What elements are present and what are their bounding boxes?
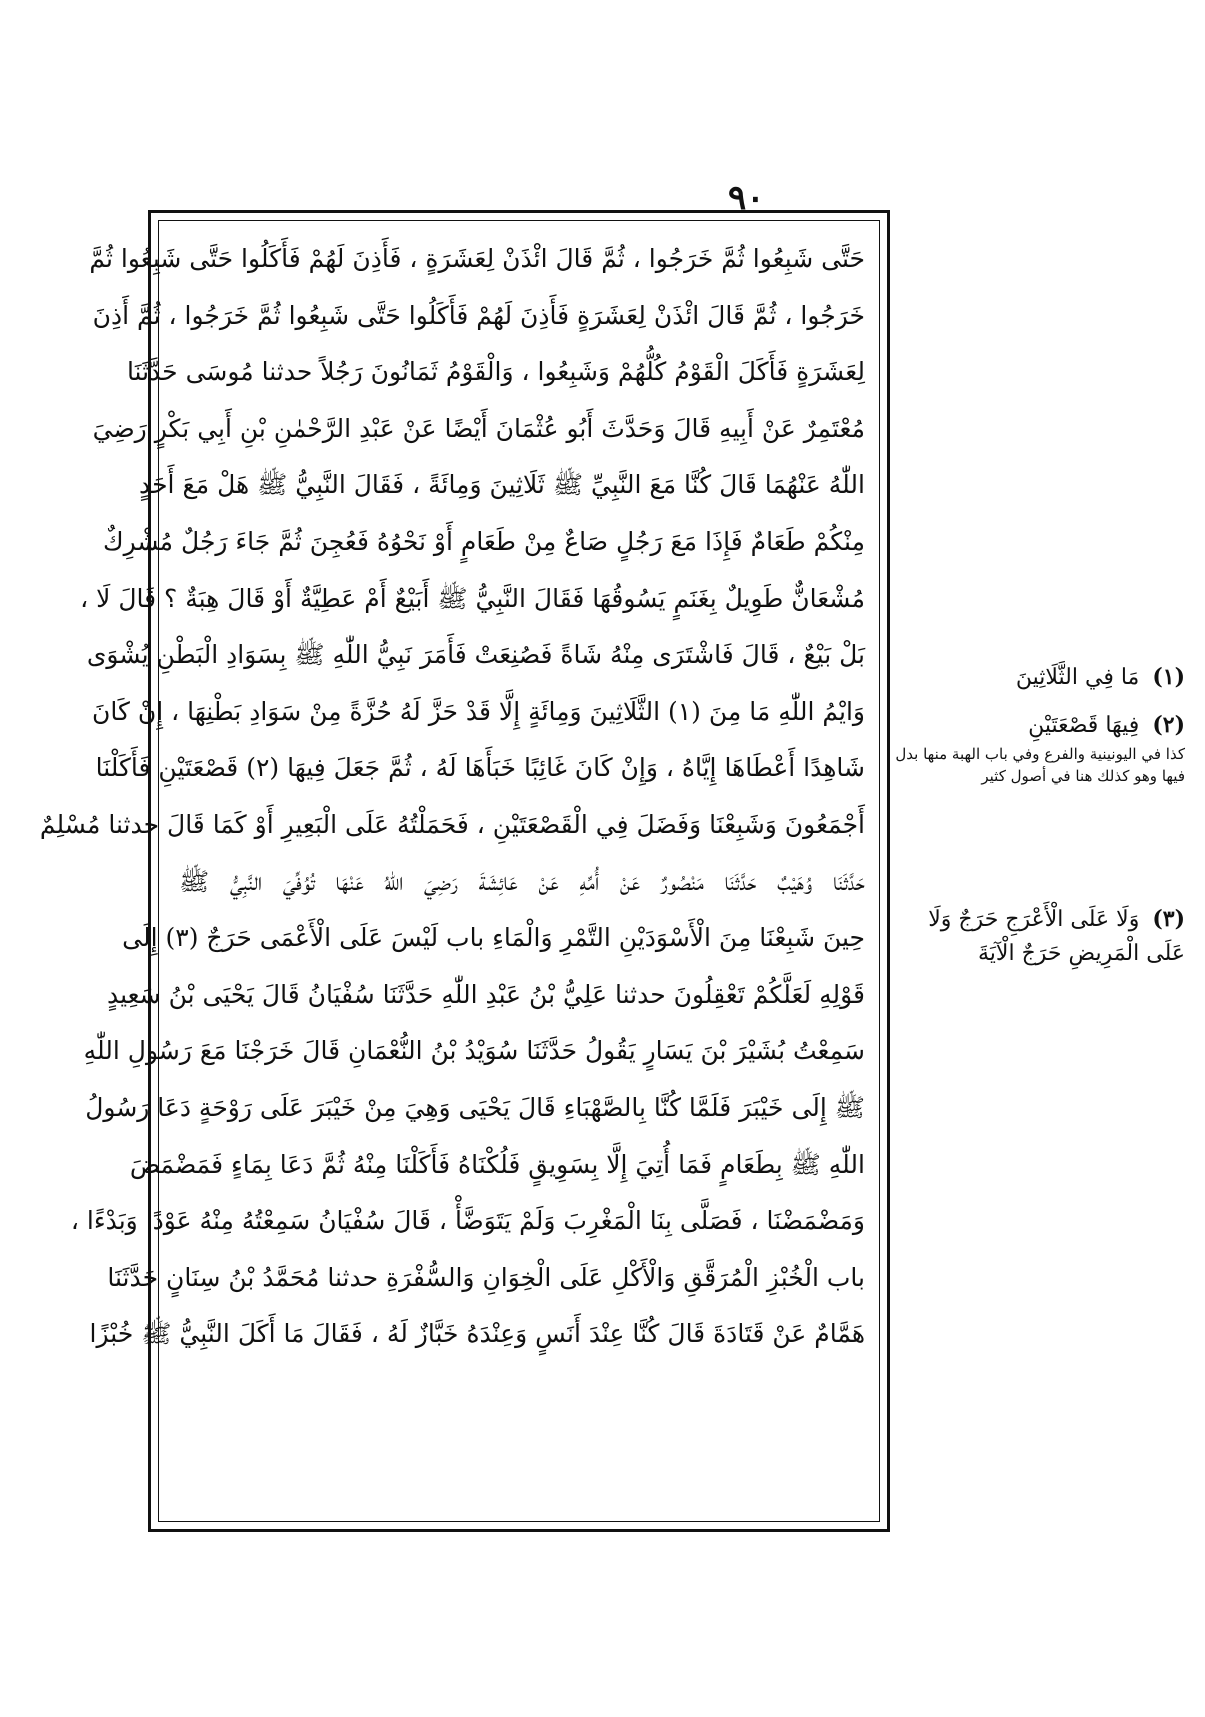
main-text-block: [39, 231, 865, 1363]
text-line: سَمِعْتُ بُشَيْرَ بْنَ يَسَارٍ يَقُولُ حَدَّثَنَا سُوَيْدُ بْنُ النُّعْمَانِ قَالَ خَرَجْنَا مَعَ رَسُولِ اللّٰهِ: [83, 1036, 865, 1066]
text-line: شَاهِدًا أَعْطَاهَا إِيَّاهُ ، وَإِنْ كَانَ غَائِبًا خَبَأَهَا لَهُ ، ثُمَّ جَعَلَ فِيهَا (٢) قَصْعَتَيْنِ فَأَكَلْنَا: [95, 753, 865, 783]
note-text: مَا فِي الثَّلَاثِينَ: [1015, 665, 1140, 690]
margin-note-1: [895, 660, 1185, 695]
text-line: باب الْخُبْزِ الْمُرَقَّقِ وَالْأَكْلِ عَلَى الْخِوَانِ وَالسُّفْرَةِ حدثنا مُحَمَّدُ بْنُ سِنَانٍ حَدَّثَنَا: [107, 1262, 865, 1292]
text-line: مِنْكُمْ طَعَامٌ فَإِذَا مَعَ رَجُلٍ صَاعٌ مِنْ طَعَامٍ أَوْ نَحْوُهُ فَعُجِنَ ثُمَّ جَاءَ رَجُلٌ مُشْرِكٌ: [102, 526, 865, 556]
text-line: اللّٰهِ ﷺ بِطَعَامٍ فَمَا أُتِيَ إِلَّا بِسَوِيقٍ فَلُكْنَاهُ فَأَكَلْنَا مِنْهُ ثُمَّ دَعَا بِمَاءٍ فَمَضْمَضَ: [129, 1149, 865, 1179]
note-number: (٣): [1152, 906, 1185, 932]
text-line: بَلْ بَيْعٌ ، قَالَ فَاشْتَرَى مِنْهُ شَاةً فَصُنِعَتْ فَأَمَرَ نَبِيُّ اللّٰهِ ﷺ بِسَوَادِ الْبَطْنِ يُشْوَى: [86, 640, 865, 670]
note-detail: كذا في اليونينية والفرع وفي باب الهبة منها بدل فيها وهو كذلك هنا في أصول كثير: [895, 745, 1185, 785]
note-number: (١): [1152, 664, 1185, 690]
text-line: خَرَجُوا ، ثُمَّ قَالَ ائْذَنْ لِعَشَرَةٍ فَأَذِنَ لَهُمْ فَأَكَلُوا حَتَّى شَبِعُوا ثُمَّ خَرَجُوا ، ثُمَّ أَذِنَ: [92, 300, 865, 330]
text-line: قَوْلِهِ لَعَلَّكُمْ تَعْقِلُونَ حدثنا عَلِيُّ بْنُ عَبْدِ اللّٰهِ حَدَّثَنَا سُفْيَانُ قَالَ يَحْيَى بْنُ سَعِيدٍ: [106, 979, 865, 1009]
text-line: أَجْمَعُونَ وَشَبِعْنَا وَفَضَلَ فِي الْقَصْعَتَيْنِ ، فَحَمَلْتُهُ عَلَى الْبَعِيرِ أَوْ كَمَا قَالَ حدثنا مُسْلِمٌ: [39, 809, 865, 839]
note-text: فِيهَا قَصْعَتَيْنِ: [1028, 713, 1140, 738]
text-line: مُعْتَمِرٌ عَنْ أَبِيهِ قَالَ وَحَدَّثَ أَبُو عُثْمَانَ أَيْضًا عَنْ عَبْدِ الرَّحْمٰنِ بْنِ أَبِي بَكْرٍ رَضِيَ: [92, 413, 865, 443]
margin-note-2: [895, 708, 1185, 787]
text-line: ﷺ إِلَى خَيْبَرَ فَلَمَّا كُنَّا بِالصَّهْبَاءِ قَالَ يَحْيَى وَهِيَ مِنْ خَيْبَرَ عَلَى رَوْحَةٍ دَعَا رَسُولُ: [85, 1092, 865, 1122]
margin-note-3: [895, 902, 1185, 971]
text-line: مُشْعَانٌّ طَوِيلٌ بِغَنَمٍ يَسُوقُهَا فَقَالَ النَّبِيُّ ﷺ أَبَيْعٌ أَمْ عَطِيَّةٌ أَوْ قَالَ هِبَةٌ ؟ قَالَ لَا ،: [80, 583, 865, 613]
text-line: وَايْمُ اللّٰهِ مَا مِنَ (١) الثَّلَاثِينَ وَمِائَةٍ إِلَّا قَدْ حَزَّ لَهُ حُزَّةً مِنْ سَوَادِ بَطْنِهَا ، إِنْ كَانَ: [92, 696, 865, 726]
text-line: حَتَّى شَبِعُوا ثُمَّ خَرَجُوا ، ثُمَّ قَالَ ائْذَنْ لِعَشَرَةٍ ، فَأَذِنَ لَهُمْ فَأَكَلُوا حَتَّى شَبِعُوا ثُمَّ: [89, 244, 865, 273]
text-frame: [39, 210, 890, 1532]
text-line: لِعَشَرَةٍ فَأَكَلَ الْقَوْمُ كُلُّهُمْ وَشَبِعُوا ، وَالْقَوْمُ ثَمَانُونَ رَجُلاً حدثنا مُوسَى حَدَّثَنَا: [126, 357, 865, 387]
note-number: (٢): [1152, 712, 1185, 738]
text-line: هَمَّامٌ عَنْ قَتَادَةَ قَالَ كُنَّا عِنْدَ أَنَسٍ وَعِنْدَهُ خَبَّازٌ لَهُ ، فَقَالَ مَا أَكَلَ النَّبِيُّ ﷺ خُبْزًا: [89, 1319, 865, 1349]
text-line: حِينَ شَبِعْنَا مِنَ الْأَسْوَدَيْنِ التَّمْرِ وَالْمَاءِ باب لَيْسَ عَلَى الْأَعْمَى حَرَجٌ (٣) إِلَى: [122, 923, 865, 953]
margin-notes: [892, 0, 1205, 1717]
note-text: وَلَا عَلَى الْأَعْرَجِ حَرَجٌ وَلَا عَلَى الْمَرِيضِ حَرَجٌ الْآيَةَ: [928, 907, 1185, 966]
text-line: وَمَضْمَضْنَا ، فَصَلَّى بِنَا الْمَغْرِبَ وَلَمْ يَتَوَضَّأْ ، قَالَ سُفْيَانُ سَمِعْتُهُ مِنْهُ عَوْدًا وَبَدْءًا ،: [70, 1206, 865, 1236]
text-line: اللّٰهُ عَنْهُمَا قَالَ كُنَّا مَعَ النَّبِيِّ ﷺ ثَلَاثِينَ وَمِائَةً ، فَقَالَ النَّبِيُّ ﷺ هَلْ مَعَ أَحَدٍ: [138, 470, 865, 500]
page-number: ٩٠: [728, 178, 765, 218]
text-line: حَدَّثَنَا وُهَيْبٌ حَدَّثَنَا مَنْصُورٌ عَنْ أُمِّهِ عَنْ عَائِشَةَ رَضِيَ اللّٰهُ عَنْهَا تُوُفِّيَ النَّبِيُّ ﷺ: [179, 866, 865, 896]
